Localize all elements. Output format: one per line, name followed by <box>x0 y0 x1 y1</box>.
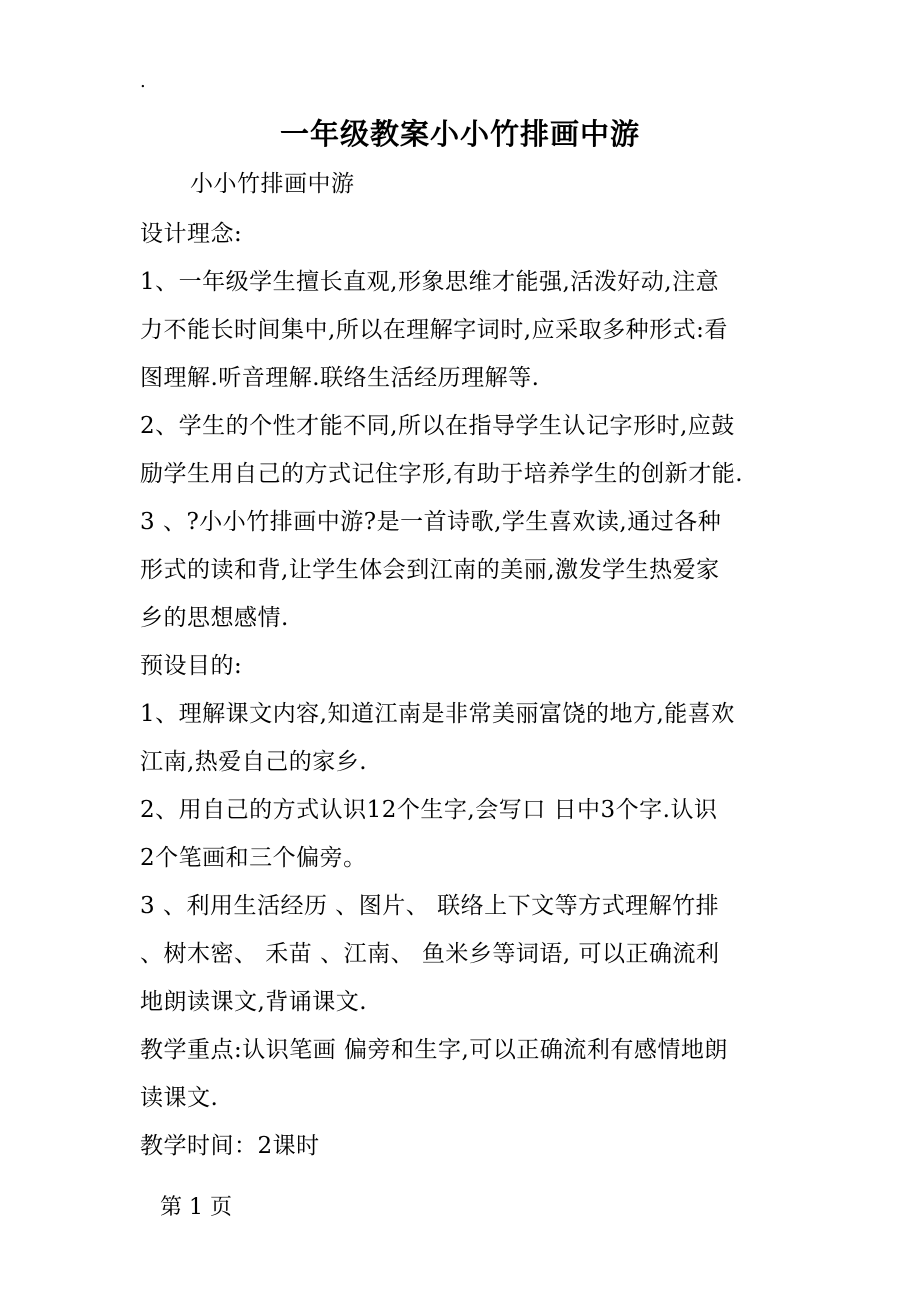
paragraph-line: 、树木密、 禾苗 、江南、 鱼米乡等词语, 可以正确流利 <box>140 941 720 967</box>
paragraph-line: 2、用自己的方式认识12个生字,会写口 日中3个字.认识 <box>140 797 718 823</box>
paragraph-line-teaching-time: 教学时间：2课时 <box>140 1133 320 1159</box>
paragraph-line: 读课文. <box>140 1085 219 1111</box>
paragraph-line: 乡的思想感情. <box>140 605 289 631</box>
paragraph-line: 1、一年级学生擅长直观,形象思维才能强,活泼好动,注意 <box>140 269 720 295</box>
paragraph-line: 江南,热爱自己的家乡. <box>140 749 368 775</box>
section-heading-preset-goals: 预设目的: <box>140 653 243 679</box>
paragraph-line: 力不能长时间集中,所以在理解字词时,应采取多种形式:看 <box>140 317 728 343</box>
paragraph-line: 2、学生的个性才能不同,所以在指导学生认记字形时,应鼓 <box>140 413 735 439</box>
document-title: 一年级教案小小竹排画中游 <box>279 117 640 151</box>
paragraph-line: 地朗读课文,背诵课文. <box>140 989 368 1015</box>
paragraph-line: 3 、利用生活经历 、图片、 联络上下文等方式理解竹排 <box>140 893 720 919</box>
paragraph-line-teaching-focus: 教学重点:认识笔画 偏旁和生字,可以正确流利有感情地朗 <box>140 1037 728 1063</box>
paragraph-line: 2个笔画和三个偏旁。 <box>140 845 367 871</box>
page-number: 第 1 页 <box>160 1195 232 1220</box>
section-heading-design-concept: 设计理念: <box>140 221 243 247</box>
paragraph-line: 励学生用自己的方式记住字形,有助于培养学生的创新才能. <box>140 461 744 487</box>
paragraph-line: 形式的读和背,让学生体会到江南的美丽,激发学生热爱家 <box>140 557 720 583</box>
paragraph-line: 图理解.听音理解.联络生活经历理解等. <box>140 365 540 391</box>
paragraph-line: 3 、?小小竹排画中游?是一首诗歌,学生喜欢读,通过各种 <box>140 509 722 535</box>
paragraph-line: 1、理解课文内容,知道江南是非常美丽富饶的地方,能喜欢 <box>140 701 735 727</box>
document-subtitle: 小小竹排画中游 <box>190 171 355 197</box>
page-top-mark: . <box>140 71 146 92</box>
